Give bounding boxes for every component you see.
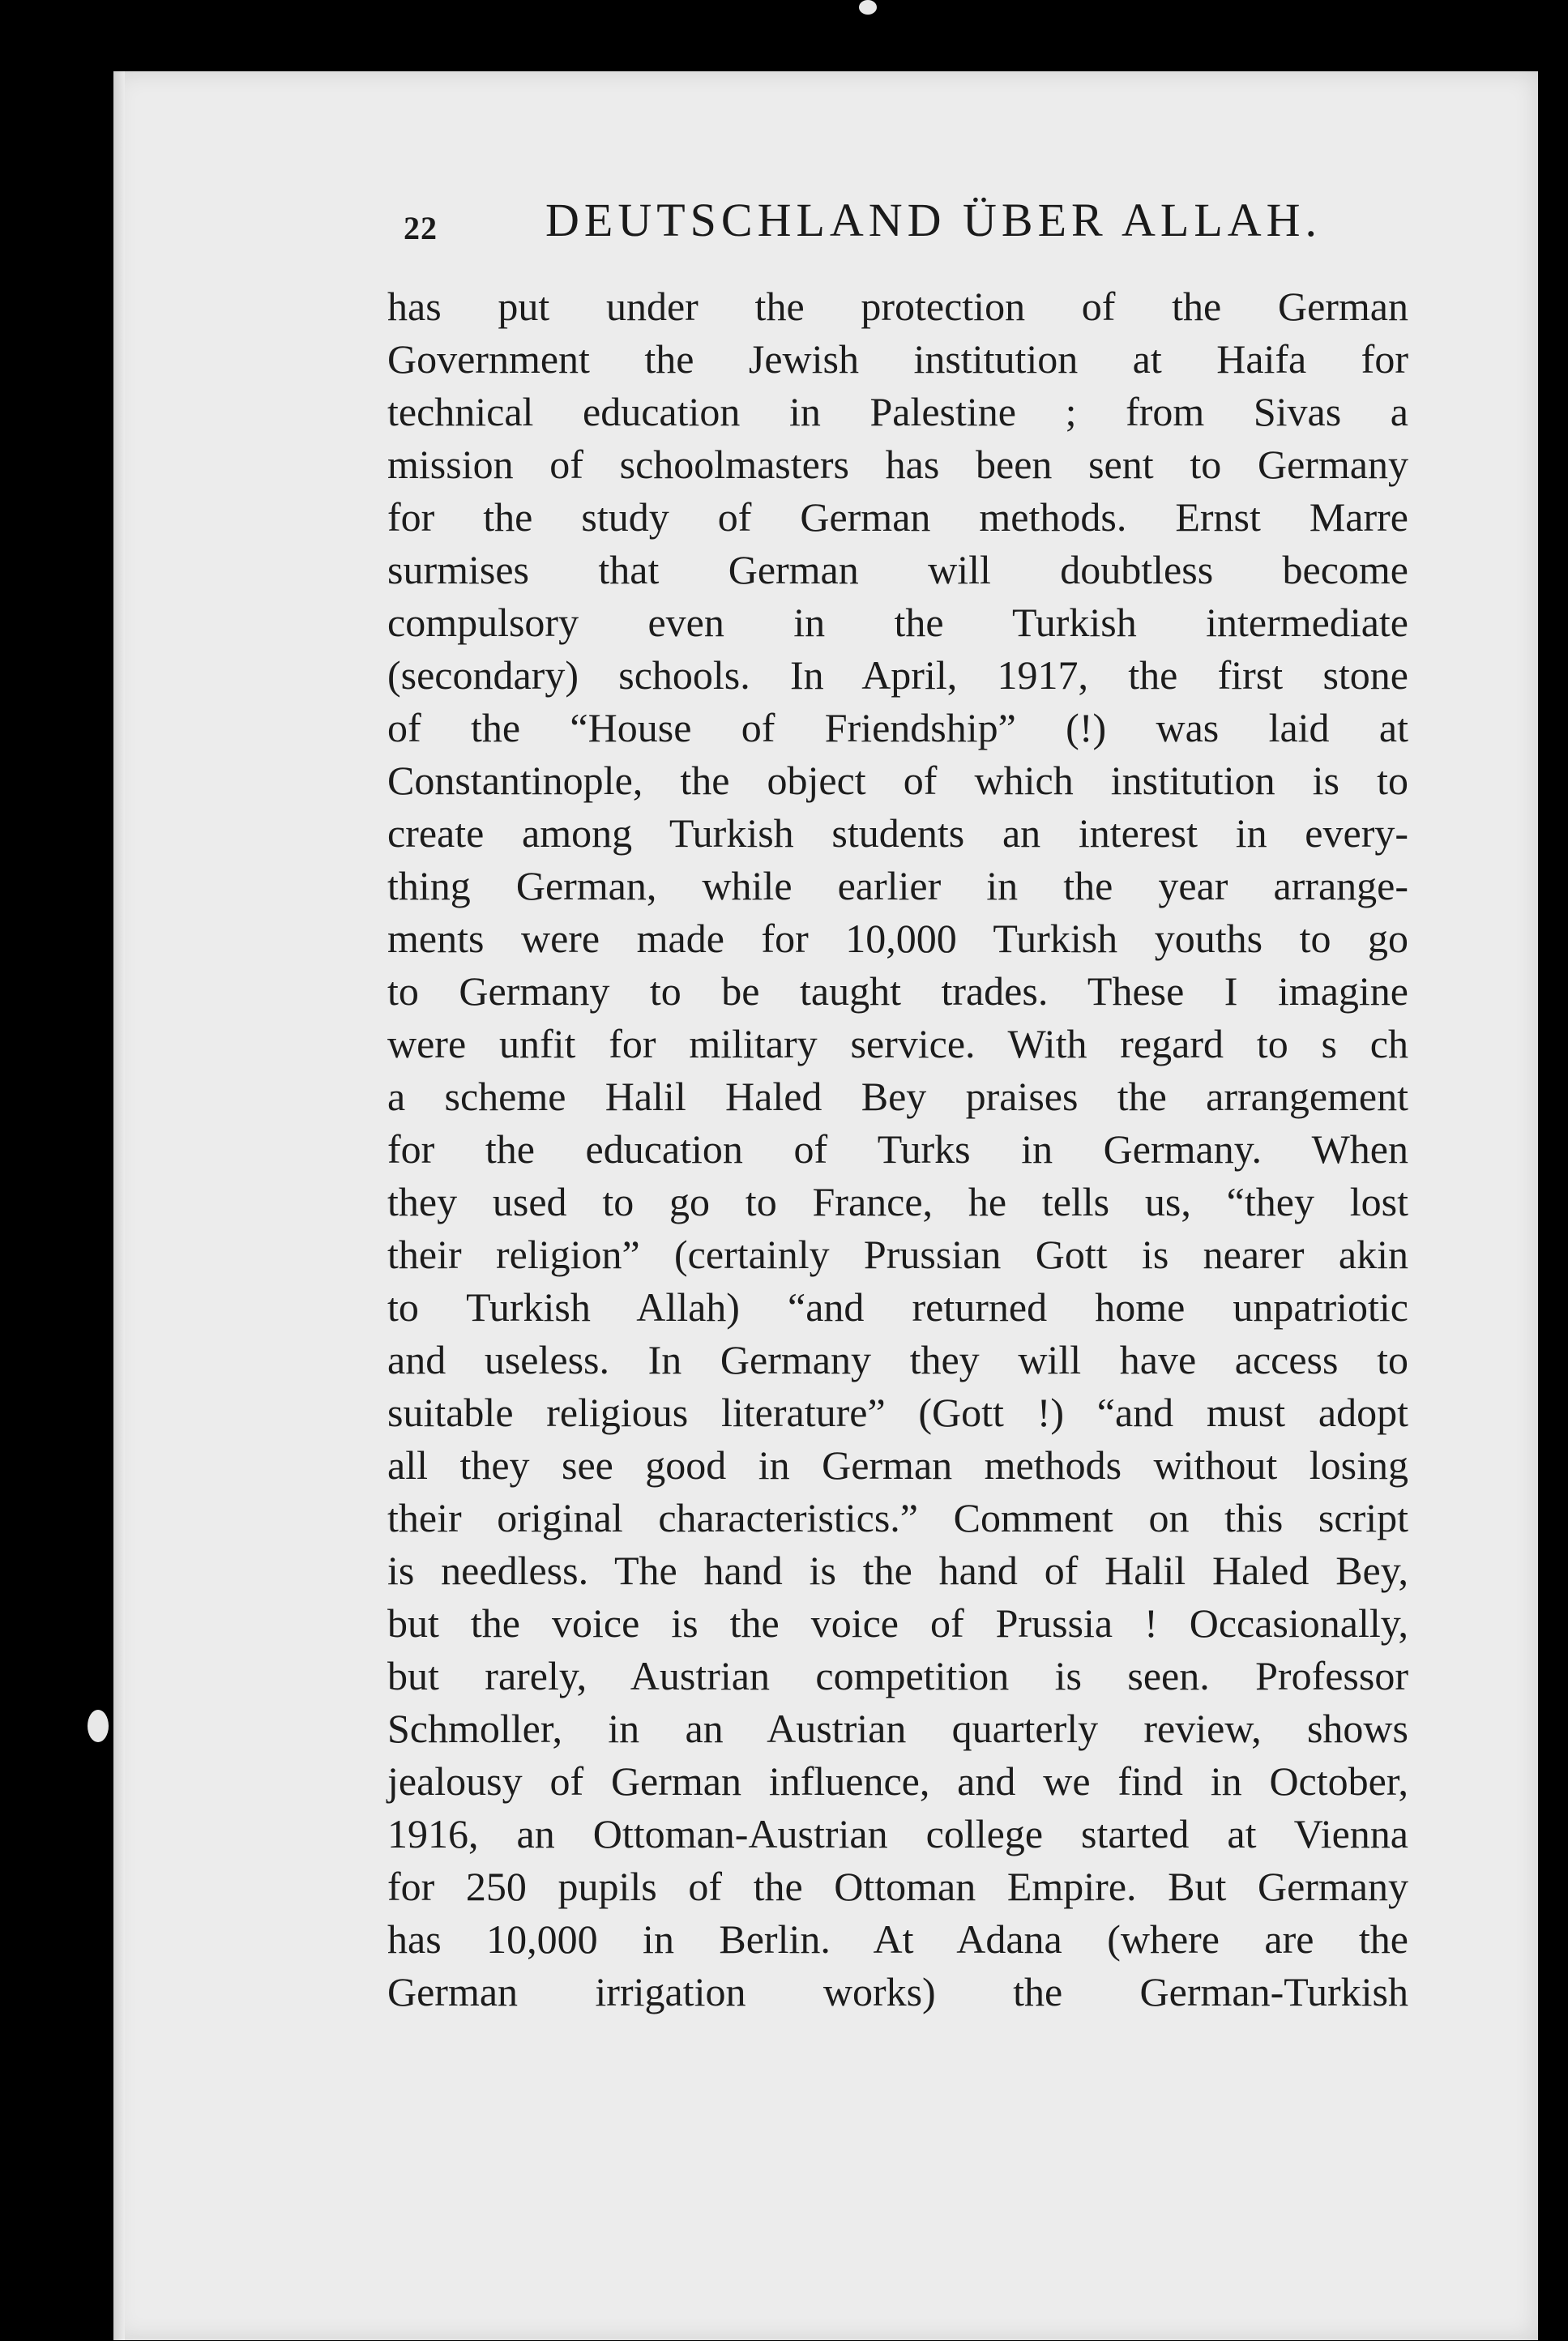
text-line: Constantinople, the object of which institution is to bbox=[387, 758, 1408, 803]
text-line: to Germany to be taught trades. These I imagine bbox=[387, 968, 1408, 1014]
text-line: jealousy of German influence, and we find in October, bbox=[387, 1758, 1408, 1804]
scan-speck bbox=[859, 0, 877, 15]
text-line: technical education in Palestine ; from Sivas a bbox=[387, 389, 1408, 434]
text-line: all they see good in German methods without losing bbox=[387, 1442, 1408, 1488]
text-line: and useless. In Germany they will have access to bbox=[387, 1337, 1408, 1382]
text-line: (secondary) schools. In April, 1917, the first stone bbox=[387, 652, 1408, 698]
text-line: suitable religious literature” (Gott !) “and must adopt bbox=[387, 1390, 1408, 1435]
text-line: compulsory even in the Turkish intermediate bbox=[387, 600, 1408, 645]
text-line: to Turkish Allah) “and returned home unpatriotic bbox=[387, 1284, 1408, 1330]
running-title: DEUTSCHLAND ÜBER ALLAH. bbox=[545, 194, 1322, 246]
text-line: Schmoller, in an Austrian quarterly review, shows bbox=[387, 1706, 1408, 1751]
text-line: their original characteristics.” Comment on this script bbox=[387, 1495, 1408, 1540]
body-text bbox=[387, 280, 1408, 2018]
text-line: their religion” (certainly Prussian Gott is nearer akin bbox=[387, 1232, 1408, 1277]
text-line: 1916, an Ottoman-Austrian college started at Vienna bbox=[387, 1811, 1408, 1856]
text-line: Government the Jewish institution at Haifa for bbox=[387, 336, 1408, 382]
scan-speck bbox=[88, 1710, 109, 1742]
text-line: ments were made for 10,000 Turkish youths to go bbox=[387, 916, 1408, 961]
text-line: is needless. The hand is the hand of Halil Haled Bey, bbox=[387, 1548, 1408, 1593]
text-line: of the “House of Friendship” (!) was laid at bbox=[387, 705, 1408, 750]
text-line: a scheme Halil Haled Bey praises the arrangement bbox=[387, 1074, 1408, 1119]
text-line: for the study of German methods. Ernst Marre bbox=[387, 494, 1408, 540]
text-line: but rarely, Austrian competition is seen. Professor bbox=[387, 1653, 1408, 1698]
text-line: for the education of Turks in Germany. When bbox=[387, 1126, 1408, 1172]
text-line: they used to go to France, he tells us, “they lost bbox=[387, 1179, 1408, 1224]
text-line: were unfit for military service. With regard to s ch bbox=[387, 1021, 1408, 1066]
text-line: surmises that German will doubtless become bbox=[387, 547, 1408, 592]
text-line: but the voice is the voice of Prussia ! Occasionally, bbox=[387, 1600, 1408, 1646]
page-header bbox=[404, 193, 1538, 258]
text-line: German irrigation works) the German-Turkish bbox=[387, 1969, 1408, 2014]
text-line: has 10,000 in Berlin. At Adana (where are the bbox=[387, 1916, 1408, 1962]
page-number: 22 bbox=[404, 210, 438, 246]
text-line: thing German, while earlier in the year arrange- bbox=[387, 863, 1408, 908]
book-page bbox=[113, 71, 1538, 2340]
text-line: has put under the protection of the German bbox=[387, 284, 1408, 329]
text-line: mission of schoolmasters has been sent to Germany bbox=[387, 442, 1408, 487]
text-line: for 250 pupils of the Ottoman Empire. But Germany bbox=[387, 1864, 1408, 1909]
text-line: create among Turkish students an interest in every- bbox=[387, 810, 1408, 856]
